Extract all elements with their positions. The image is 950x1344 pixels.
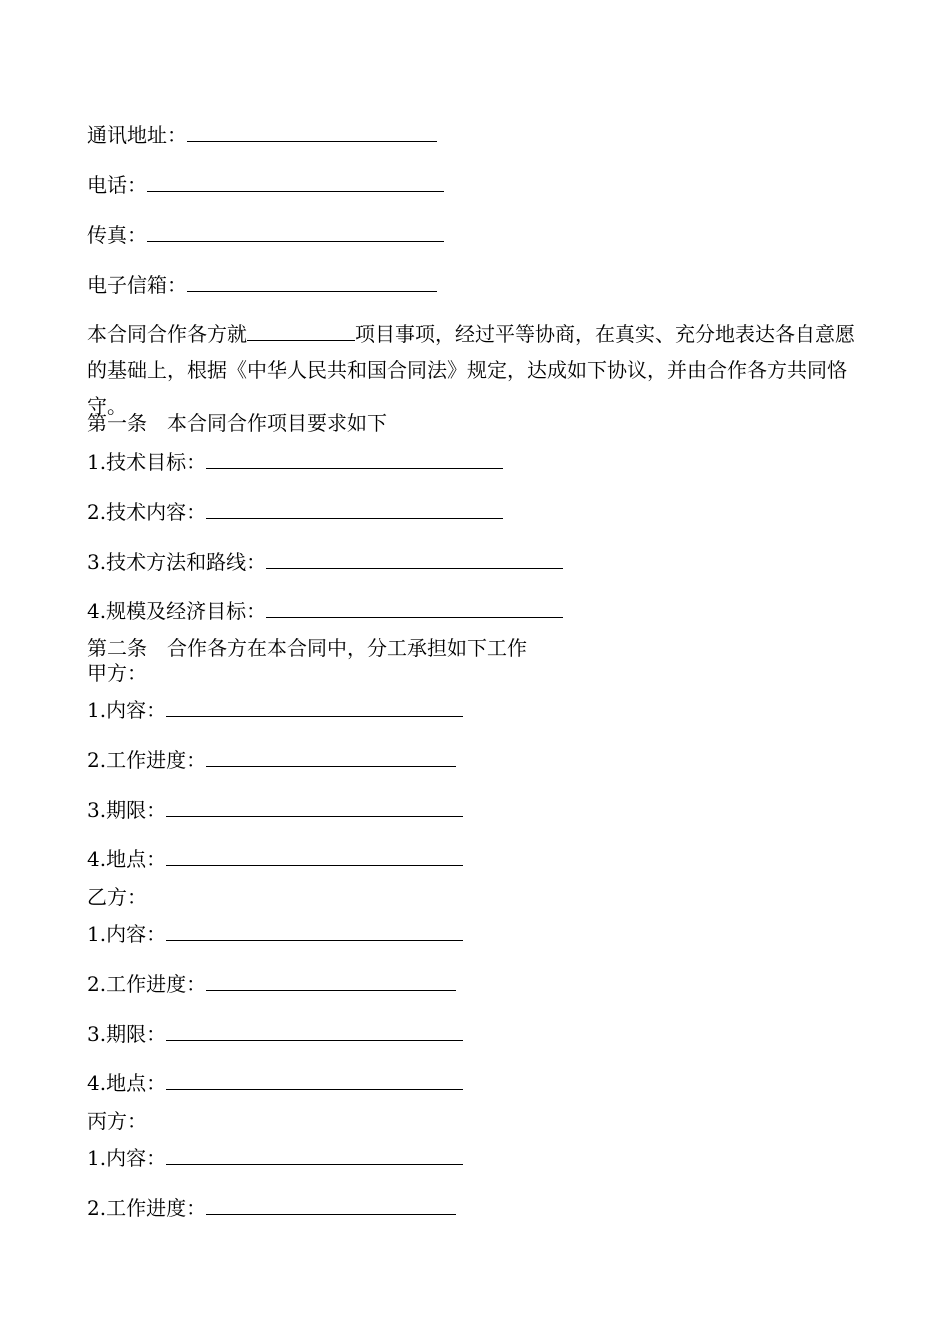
party-c-item-row [87, 1196, 456, 1220]
email-blank[interactable] [187, 273, 437, 292]
article1-item-row [87, 450, 503, 474]
party-b-content-blank[interactable] [166, 922, 463, 941]
party-item-label: 3.期限： [87, 798, 167, 822]
party-b-item-row [87, 922, 463, 946]
tech-method-blank[interactable] [266, 550, 563, 569]
party-a-label: 甲方： [87, 661, 147, 685]
party-a-item-row [87, 798, 463, 822]
party-item-label: 4.地点： [87, 1071, 167, 1095]
party-c-content-blank[interactable] [166, 1146, 463, 1165]
party-a-location-blank[interactable] [166, 847, 463, 866]
party-c-item-row [87, 1146, 463, 1170]
party-item-label: 3.期限： [87, 1022, 167, 1046]
party-b-label: 乙方： [87, 885, 147, 909]
article1-item-row [87, 550, 563, 574]
party-item-label: 1.内容： [87, 698, 167, 722]
intro-part1: 本合同合作各方就 [87, 322, 247, 346]
party-item-label: 1.内容： [87, 922, 167, 946]
party-item-label: 2.工作进度： [87, 748, 207, 772]
party-item-label: 1.内容： [87, 1146, 167, 1170]
intro-paragraph [87, 316, 867, 424]
party-a-term-blank[interactable] [166, 798, 463, 817]
party-item-label: 4.地点： [87, 847, 167, 871]
party-a-progress-blank[interactable] [206, 748, 456, 767]
fax-field-row [87, 223, 444, 247]
article1-item-row [87, 500, 503, 524]
article1-item-label: 1.技术目标： [87, 450, 207, 474]
party-item-label: 2.工作进度： [87, 972, 207, 996]
phone-blank[interactable] [147, 173, 444, 192]
article1-item-label: 4.规模及经济目标： [87, 599, 267, 623]
phone-field-row [87, 173, 444, 197]
address-blank[interactable] [187, 123, 437, 142]
tech-content-blank[interactable] [206, 500, 503, 519]
party-b-progress-blank[interactable] [206, 972, 456, 991]
scale-economic-blank[interactable] [266, 599, 563, 618]
party-b-location-blank[interactable] [166, 1071, 463, 1090]
party-c-progress-blank[interactable] [206, 1196, 456, 1215]
address-field-row [87, 123, 437, 147]
party-b-term-blank[interactable] [166, 1022, 463, 1041]
article1-item-label: 2.技术内容： [87, 500, 207, 524]
party-item-label: 2.工作进度： [87, 1196, 207, 1220]
article1-item-row [87, 599, 563, 623]
party-c-label: 丙方： [87, 1109, 147, 1133]
party-b-item-row [87, 1022, 463, 1046]
party-a-content-blank[interactable] [166, 698, 463, 717]
phone-label: 电话： [87, 173, 147, 197]
fax-blank[interactable] [147, 223, 444, 242]
email-field-row [87, 273, 437, 297]
tech-goal-blank[interactable] [206, 450, 503, 469]
article1-heading: 第一条 本合同合作项目要求如下 [87, 411, 387, 435]
party-a-item-row [87, 698, 463, 722]
article2-heading: 第二条 合作各方在本合同中，分工承担如下工作 [87, 636, 527, 660]
party-b-item-row [87, 1071, 463, 1095]
article1-item-label: 3.技术方法和路线： [87, 550, 267, 574]
party-a-item-row [87, 847, 463, 871]
project-name-blank[interactable] [247, 320, 355, 341]
email-label: 电子信箱： [87, 273, 187, 297]
fax-label: 传真： [87, 223, 147, 247]
intro-part2: 项目事项，经过平等协商，在真实、充分地表达各自意愿的基础上，根据《中华人民共和国合同法》规定，达成如下协议，并由合作各方共同恪守。 [87, 322, 855, 418]
address-label: 通讯地址： [87, 123, 187, 147]
party-b-item-row [87, 972, 456, 996]
party-a-item-row [87, 748, 456, 772]
